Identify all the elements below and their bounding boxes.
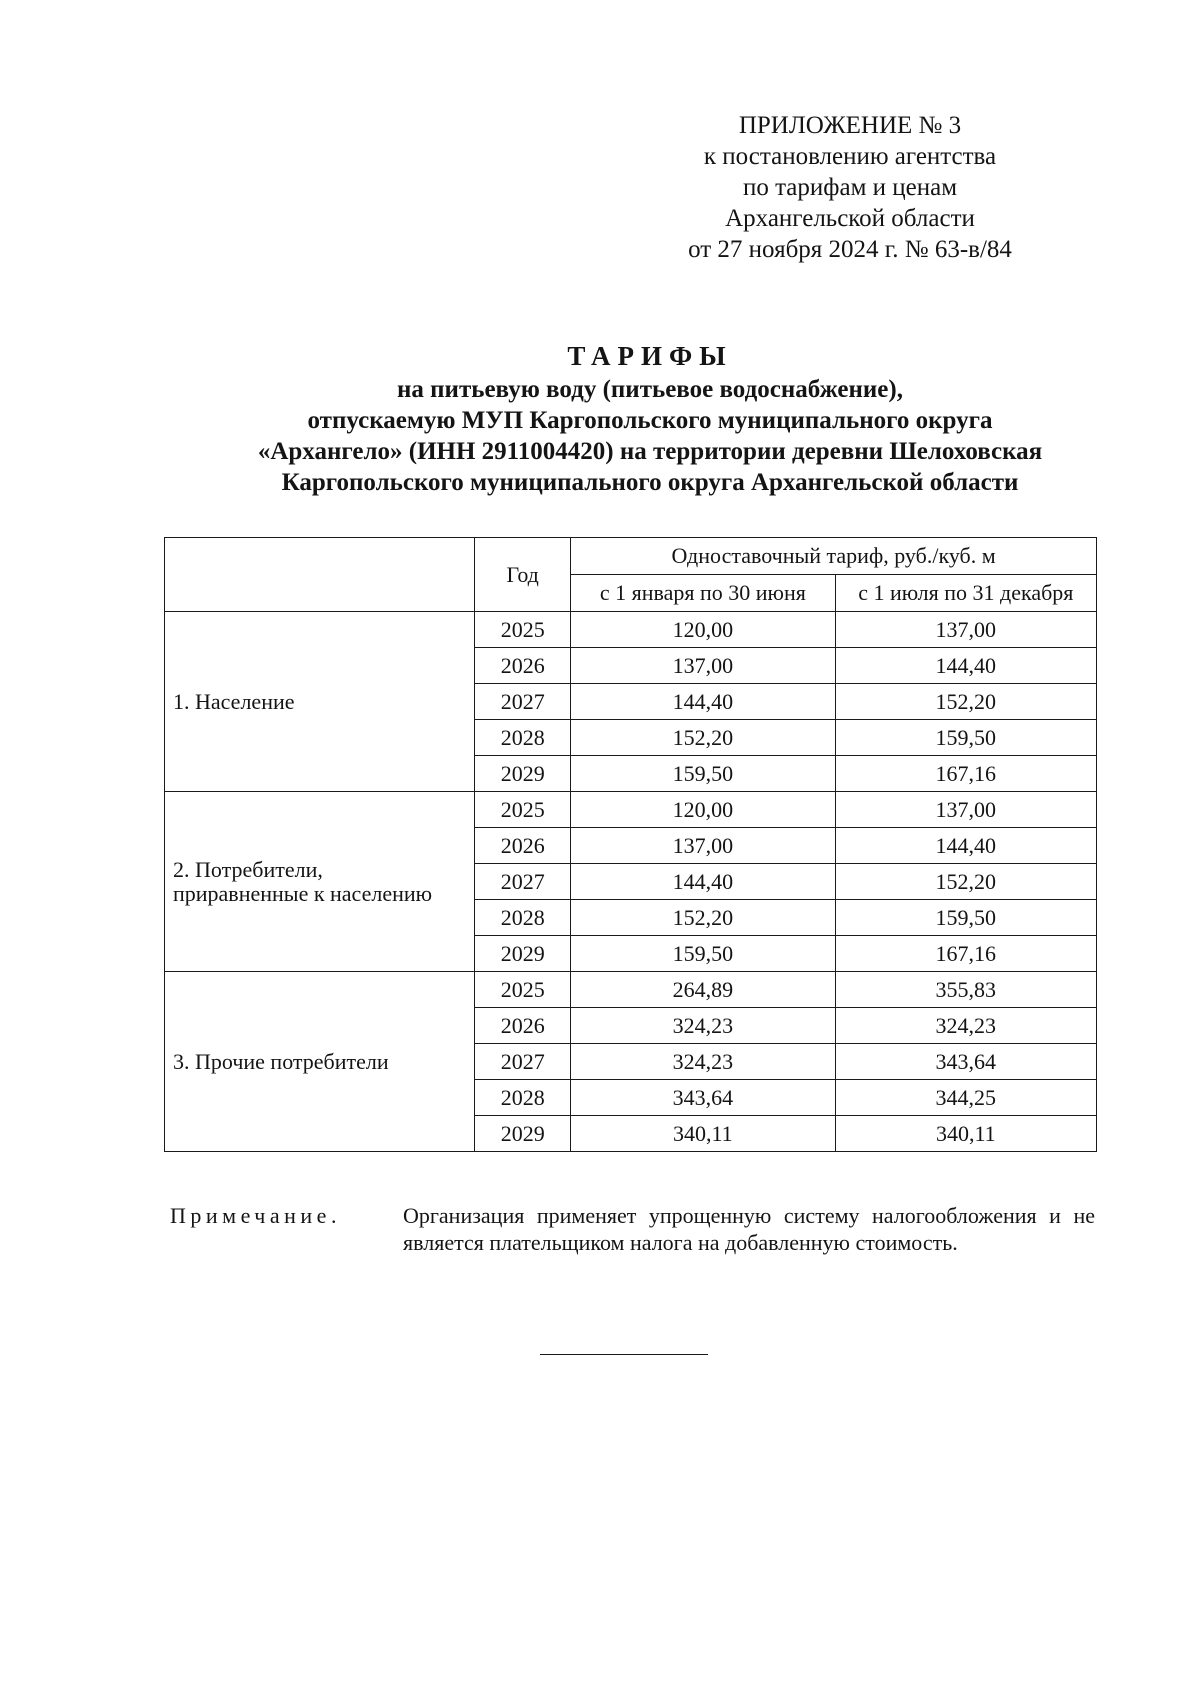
group-name-equivalent-consumers — [165, 792, 475, 972]
appendix-block — [640, 110, 1060, 265]
tariff-cell-period-1: 324,23 — [571, 1044, 835, 1080]
tariff-cell-period-1: 137,00 — [571, 828, 835, 864]
title-line-4: Каргопольского муниципального округа Архангельской области — [281, 469, 1019, 496]
tariff-cell-period-1: 120,00 — [571, 792, 835, 828]
tariff-cell-period-2: 152,20 — [835, 864, 1096, 900]
document-title: ТАРИФЫ — [567, 341, 733, 371]
title-line-2: отпускаемую МУП Каргопольского муниципального округа — [307, 407, 993, 434]
year-cell: 2027 — [475, 684, 571, 720]
year-cell: 2026 — [475, 1008, 571, 1044]
note-label: Примечание. — [170, 1203, 341, 1228]
tariff-cell-period-1: 137,00 — [571, 648, 835, 684]
tariff-cell-period-1: 144,40 — [571, 864, 835, 900]
appendix-agency: по тарифам и ценам — [742, 174, 958, 201]
tariff-cell-period-1: 324,23 — [571, 1008, 835, 1044]
tariff-cell-period-2: 167,16 — [835, 756, 1096, 792]
document-title-block — [100, 338, 1200, 498]
appendix-region: Архангельской области — [725, 205, 975, 232]
tariff-cell-period-2: 137,00 — [835, 792, 1096, 828]
year-cell: 2026 — [475, 648, 571, 684]
table-header-row — [165, 538, 1097, 575]
tariff-cell-period-2: 167,16 — [835, 936, 1096, 972]
appendix-number: ПРИЛОЖЕНИЕ № 3 — [738, 112, 962, 139]
tariff-cell-period-2: 144,40 — [835, 828, 1096, 864]
tariff-cell-period-1: 343,64 — [571, 1080, 835, 1116]
table-row — [165, 972, 1097, 1008]
table-row — [165, 612, 1097, 648]
header-period-1: с 1 января по 30 июня — [571, 575, 835, 612]
tariff-cell-period-2: 144,40 — [835, 648, 1096, 684]
tariff-cell-period-2: 159,50 — [835, 720, 1096, 756]
closing-separator-line — [540, 1354, 708, 1355]
year-cell: 2029 — [475, 756, 571, 792]
tariff-cell-period-1: 159,50 — [571, 936, 835, 972]
tariff-cell-period-2: 340,11 — [835, 1116, 1096, 1152]
table-row — [165, 792, 1097, 828]
tariff-cell-period-2: 344,25 — [835, 1080, 1096, 1116]
tariff-cell-period-2: 343,64 — [835, 1044, 1096, 1080]
title-line-1: на питьевую воду (питьевое водоснабжение), — [397, 376, 903, 403]
tariff-cell-period-1: 340,11 — [571, 1116, 835, 1152]
year-cell: 2025 — [475, 612, 571, 648]
title-line-3: «Архангело» (ИНН 2911004420) на территории деревни Шелоховская — [257, 438, 1043, 465]
tariff-cell-period-1: 144,40 — [571, 684, 835, 720]
appendix-reference: к постановлению агентства — [703, 143, 997, 170]
tariff-cell-period-1: 159,50 — [571, 756, 835, 792]
appendix-date-number: от 27 ноября 2024 г. № 63-в/84 — [688, 236, 1012, 263]
header-period-2: с 1 июля по 31 декабря — [835, 575, 1096, 612]
year-cell: 2025 — [475, 792, 571, 828]
tariff-table — [164, 537, 1097, 1152]
tariff-cell-period-2: 152,20 — [835, 684, 1096, 720]
tariff-cell-period-1: 152,20 — [571, 900, 835, 936]
tariff-cell-period-1: 264,89 — [571, 972, 835, 1008]
header-tariff: Одноставочный тариф, руб./куб. м — [571, 538, 1097, 575]
tariff-cell-period-1: 120,00 — [571, 612, 835, 648]
year-cell: 2025 — [475, 972, 571, 1008]
group-name-line-1: 2. Потребители, — [173, 856, 323, 882]
tariff-cell-period-2: 324,23 — [835, 1008, 1096, 1044]
group-name-population: 1. Население — [165, 612, 475, 792]
note-text: Организация применяет упрощенную систему налогообложения и не является плательщиком налога на добавленную стоимость. — [403, 1203, 1095, 1255]
year-cell: 2029 — [475, 1116, 571, 1152]
header-year: Год — [475, 538, 571, 612]
year-cell: 2027 — [475, 1044, 571, 1080]
tariff-cell-period-2: 355,83 — [835, 972, 1096, 1008]
group-name-line-2: приравненные к населению — [173, 880, 433, 906]
year-cell: 2029 — [475, 936, 571, 972]
tariff-cell-period-2: 159,50 — [835, 900, 1096, 936]
year-cell: 2027 — [475, 864, 571, 900]
year-cell: 2026 — [475, 828, 571, 864]
group-name-other-consumers: 3. Прочие потребители — [165, 972, 475, 1152]
year-cell: 2028 — [475, 1080, 571, 1116]
tariff-cell-period-1: 152,20 — [571, 720, 835, 756]
year-cell: 2028 — [475, 900, 571, 936]
year-cell: 2028 — [475, 720, 571, 756]
tariff-cell-period-2: 137,00 — [835, 612, 1096, 648]
header-empty-cell — [165, 538, 475, 612]
